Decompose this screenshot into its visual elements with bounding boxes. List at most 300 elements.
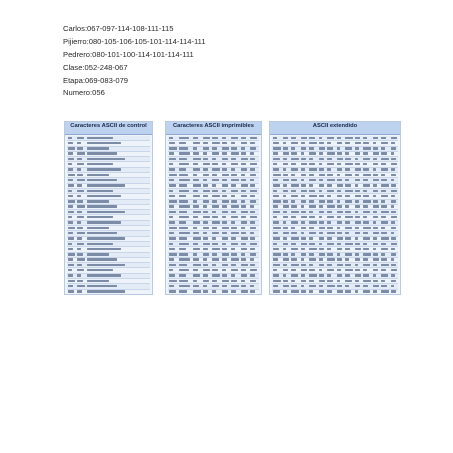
table-cell (203, 269, 210, 271)
table-cell (203, 232, 207, 234)
table-cell (381, 253, 385, 255)
table-cell (319, 243, 322, 245)
table-cell (373, 168, 376, 170)
table-cell (179, 174, 188, 176)
table-cell (87, 158, 125, 160)
table-cell (193, 211, 201, 213)
table-cell (309, 216, 315, 218)
table-cell (222, 221, 227, 223)
table-cell (309, 253, 314, 255)
table-cell (373, 221, 376, 223)
table-cell (327, 137, 334, 139)
table-cell (337, 190, 341, 192)
table-cell (309, 152, 316, 154)
table-cell (291, 248, 298, 250)
table-cell (273, 205, 278, 207)
table-cell (87, 163, 113, 165)
table-cell (319, 179, 323, 181)
table-cell (212, 280, 217, 282)
table-cell (179, 147, 188, 149)
table-cell (391, 184, 396, 186)
table-cell (241, 168, 247, 170)
table-cell (231, 258, 239, 260)
table-cell (391, 137, 397, 139)
table-cell (77, 195, 81, 197)
table-cell (337, 258, 342, 260)
table-cell (241, 137, 246, 139)
table-cell (87, 184, 125, 186)
table-cell (68, 195, 73, 197)
table-cell (212, 248, 220, 250)
table-cell (222, 274, 227, 276)
table-cell (169, 184, 176, 186)
table-cell (203, 290, 208, 292)
table-cell (68, 152, 73, 154)
table-cell (301, 227, 306, 229)
table-cell (301, 152, 304, 154)
table-cell (327, 190, 334, 192)
table-cell (68, 248, 73, 250)
table-cell (391, 168, 395, 170)
table-row (168, 290, 259, 295)
table-cell (169, 285, 174, 287)
table-cell (68, 232, 73, 234)
table-cell (337, 179, 342, 181)
table-cell (345, 158, 351, 160)
line-pijierro: Pijierro:080-105-106-105-101-114-114-111 (63, 36, 206, 46)
table-cell (68, 147, 75, 149)
table-cell (291, 184, 299, 186)
table-cell (231, 168, 235, 170)
table-cell (283, 184, 287, 186)
table-cell (169, 264, 176, 266)
table-cell (87, 190, 113, 192)
table-cell (337, 221, 342, 223)
table-cell (355, 142, 361, 144)
table-cell (68, 179, 73, 181)
table-cell (77, 174, 83, 176)
table-cell (77, 280, 83, 282)
table-cell (327, 253, 333, 255)
table-cell (273, 280, 281, 282)
table-cell (250, 211, 255, 213)
table-cell (273, 174, 281, 176)
table-cell (203, 227, 209, 229)
table-cell (222, 243, 226, 245)
table-cell (231, 195, 235, 197)
table-cell (283, 274, 286, 276)
table-cell (169, 216, 173, 218)
table-cell (179, 168, 186, 170)
table-cell (241, 221, 247, 223)
table-cell (87, 216, 113, 218)
table-cell (391, 227, 396, 229)
table-cell (319, 174, 325, 176)
table-cell (212, 142, 220, 144)
table-cell (273, 142, 279, 144)
table-cell (301, 269, 307, 271)
table-cell (319, 280, 325, 282)
table-cell (68, 200, 75, 202)
table-cell (68, 290, 74, 292)
table-cell (345, 290, 351, 292)
table-cell (203, 190, 210, 192)
table-cell (373, 142, 376, 144)
table-cell (68, 243, 72, 245)
table-cell (273, 179, 278, 181)
table-cell (301, 232, 304, 234)
table-cell (381, 142, 388, 144)
table-cell (373, 258, 379, 260)
table-cell (193, 200, 197, 202)
table-cell (250, 237, 255, 239)
table-cell (193, 152, 199, 154)
table-cell (327, 152, 335, 154)
table-cell (273, 216, 277, 218)
table-cell (169, 248, 175, 250)
table-cell (222, 158, 228, 160)
table-cell (355, 174, 359, 176)
table-cell (273, 152, 278, 154)
table-cell (363, 243, 367, 245)
table-cell (203, 158, 208, 160)
table-cell (291, 168, 298, 170)
table-cell (87, 211, 125, 213)
table-cell (68, 227, 75, 229)
table-cell (363, 163, 367, 165)
table-cell (193, 264, 201, 266)
table-cell (222, 237, 228, 239)
table-cell (337, 264, 343, 266)
table-cell (250, 221, 255, 223)
table-cell (337, 285, 342, 287)
table-cell (355, 137, 360, 139)
table-cell (212, 253, 217, 255)
table-cell (381, 195, 388, 197)
table-cell (77, 152, 85, 154)
table-cell (77, 221, 81, 223)
table-cell (273, 190, 277, 192)
table-cell (222, 232, 227, 234)
table-cell (222, 195, 227, 197)
table-cell (77, 163, 84, 165)
table-cell (273, 147, 281, 149)
table-cell (222, 290, 228, 292)
table-cell (301, 163, 307, 165)
table-cell (273, 137, 277, 139)
table-cell (68, 269, 72, 271)
table-cell (241, 248, 247, 250)
table-cell (68, 184, 74, 186)
table-cell (273, 237, 280, 239)
table-cell (345, 274, 350, 276)
table-cell (77, 248, 81, 250)
table-cell (363, 168, 369, 170)
table-cell (355, 280, 359, 282)
table-cell (193, 280, 197, 282)
table-cell (355, 221, 361, 223)
table-cell (291, 290, 299, 292)
table-cell (327, 221, 331, 223)
table-cell (250, 147, 256, 149)
table-cell (345, 285, 349, 287)
table-cell (381, 211, 389, 213)
table-cell (193, 253, 197, 255)
table-cell (222, 253, 229, 255)
table-cell (381, 221, 388, 223)
table-cell (345, 184, 351, 186)
ascii-extended-title: ASCII extendido (270, 122, 400, 135)
table-cell (309, 237, 313, 239)
table-cell (87, 264, 125, 266)
table-cell (212, 243, 218, 245)
table-cell (363, 158, 370, 160)
table-cell (87, 269, 113, 271)
table-cell (222, 285, 227, 287)
table-cell (87, 200, 109, 202)
table-cell (309, 184, 313, 186)
table-cell (391, 174, 396, 176)
table-cell (179, 243, 189, 245)
table-cell (337, 290, 343, 292)
table-cell (250, 227, 256, 229)
table-cell (283, 227, 288, 229)
line-etapa: Etapa:069-083-079 (63, 75, 129, 85)
table-cell (212, 216, 218, 218)
table-cell (283, 253, 288, 255)
table-cell (291, 216, 296, 218)
table-cell (327, 200, 333, 202)
table-cell (193, 216, 198, 218)
table-cell (355, 243, 360, 245)
table-cell (87, 195, 121, 197)
table-cell (179, 158, 187, 160)
table-cell (77, 137, 84, 139)
table-cell (381, 227, 385, 229)
table-cell (193, 243, 198, 245)
table-cell (301, 158, 306, 160)
table-cell (301, 168, 305, 170)
table-cell (337, 205, 342, 207)
table-cell (241, 142, 247, 144)
table-cell (309, 274, 317, 276)
table-cell (241, 179, 246, 181)
table-cell (355, 200, 359, 202)
table-cell (212, 195, 220, 197)
table-cell (301, 195, 305, 197)
ascii-extended-table (269, 121, 401, 295)
table-cell (222, 227, 229, 229)
table-cell (345, 237, 351, 239)
table-cell (381, 168, 388, 170)
table-cell (77, 147, 83, 149)
table-cell (291, 237, 299, 239)
table-cell (179, 290, 187, 292)
table-cell (391, 200, 396, 202)
table-cell (273, 195, 279, 197)
table-cell (193, 137, 198, 139)
table-cell (169, 179, 174, 181)
table-cell (203, 147, 209, 149)
table-cell (345, 195, 350, 197)
table-cell (327, 269, 334, 271)
table-cell (87, 174, 109, 176)
table-cell (231, 142, 235, 144)
table-cell (283, 280, 288, 282)
table-cell (222, 163, 226, 165)
table-cell (222, 137, 226, 139)
table-cell (373, 237, 377, 239)
table-cell (309, 190, 315, 192)
table-cell (179, 237, 187, 239)
table-cell (309, 248, 317, 250)
table-cell (283, 168, 286, 170)
table-cell (77, 158, 82, 160)
table-cell (363, 221, 369, 223)
table-cell (169, 190, 173, 192)
table-cell (231, 152, 239, 154)
table-cell (87, 248, 121, 250)
table-cell (381, 190, 386, 192)
table-cell (68, 168, 73, 170)
table-cell (283, 200, 288, 202)
table-cell (222, 174, 229, 176)
table-cell (391, 290, 396, 292)
table-cell (327, 195, 331, 197)
table-cell (291, 253, 295, 255)
table-cell (179, 269, 189, 271)
table-cell (391, 163, 397, 165)
table-cell (291, 190, 296, 192)
table-cell (319, 253, 325, 255)
table-cell (319, 147, 325, 149)
ascii-control-title: Caracteres ASCII de control (65, 122, 152, 135)
table-cell (212, 232, 219, 234)
table-cell (363, 195, 369, 197)
table-cell (203, 253, 209, 255)
table-cell (222, 142, 227, 144)
table-cell (309, 269, 315, 271)
table-cell (241, 227, 245, 229)
table-cell (231, 211, 236, 213)
table-cell (222, 184, 228, 186)
table-cell (203, 205, 207, 207)
table-cell (363, 174, 371, 176)
table-cell (77, 142, 81, 144)
table-cell (319, 221, 324, 223)
table-cell (363, 152, 368, 154)
table-cell (373, 195, 376, 197)
table-cell (291, 285, 297, 287)
table-cell (345, 221, 350, 223)
table-cell (337, 142, 342, 144)
table-cell (373, 158, 377, 160)
table-cell (250, 179, 254, 181)
table-cell (231, 179, 239, 181)
table-cell (193, 179, 199, 181)
table-cell (169, 200, 177, 202)
ascii-control-table (64, 121, 153, 295)
table-cell (203, 285, 207, 287)
table-cell (381, 205, 387, 207)
table-cell (231, 269, 238, 271)
table-cell (291, 264, 299, 266)
table-cell (250, 216, 257, 218)
table-cell (68, 174, 75, 176)
table-cell (250, 248, 255, 250)
table-cell (327, 184, 332, 186)
table-cell (231, 274, 235, 276)
table-cell (212, 221, 220, 223)
table-cell (363, 258, 368, 260)
table-cell (309, 205, 316, 207)
table-cell (319, 190, 322, 192)
table-cell (327, 142, 331, 144)
table-cell (381, 232, 387, 234)
table-cell (212, 190, 218, 192)
table-cell (212, 274, 220, 276)
table-cell (355, 237, 358, 239)
table-cell (319, 137, 322, 139)
table-cell (337, 280, 340, 282)
table-cell (169, 290, 176, 292)
table-cell (241, 290, 248, 292)
table-cell (309, 258, 316, 260)
table-cell (169, 232, 174, 234)
table-cell (241, 258, 246, 260)
table-cell (291, 243, 296, 245)
table-cell (391, 205, 394, 207)
table-cell (363, 232, 368, 234)
table-cell (309, 232, 316, 234)
table-cell (391, 258, 394, 260)
table-cell (193, 248, 200, 250)
table-cell (327, 237, 332, 239)
table-cell (337, 158, 343, 160)
table-cell (363, 227, 371, 229)
table-cell (291, 211, 299, 213)
table-cell (355, 168, 361, 170)
table-cell (327, 290, 332, 292)
table-cell (273, 274, 279, 276)
table-cell (179, 221, 186, 223)
table-cell (169, 174, 177, 176)
table-cell (319, 195, 324, 197)
table-cell (212, 179, 219, 181)
table-cell (212, 137, 218, 139)
table-cell (212, 174, 217, 176)
table-cell (231, 248, 235, 250)
table-cell (373, 269, 378, 271)
table-cell (363, 216, 367, 218)
table-cell (319, 269, 322, 271)
table-cell (222, 190, 226, 192)
table-cell (212, 211, 216, 213)
table-cell (355, 216, 360, 218)
table-cell (363, 285, 368, 287)
table-cell (355, 190, 360, 192)
table-cell (203, 221, 208, 223)
table-cell (301, 274, 305, 276)
table-cell (241, 280, 245, 282)
table-cell (179, 227, 188, 229)
table-cell (319, 290, 324, 292)
table-cell (231, 264, 236, 266)
table-cell (222, 168, 227, 170)
table-cell (169, 158, 176, 160)
table-cell (203, 216, 210, 218)
table-cell (77, 179, 85, 181)
